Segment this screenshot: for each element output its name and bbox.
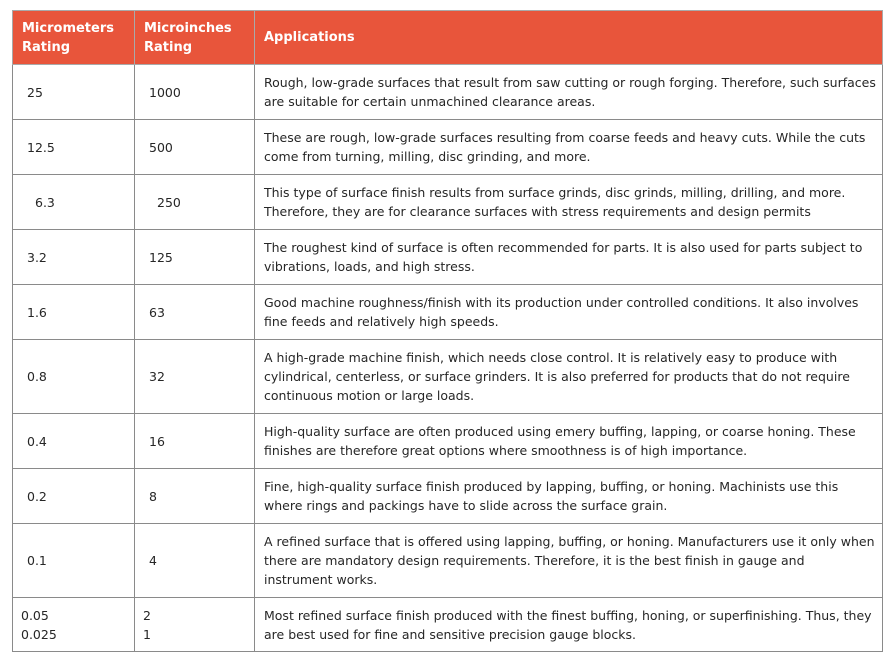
application-cell: Good machine roughness/finish with its production under controlled conditions. It also involves fine feeds and relatively high speeds. — [255, 285, 883, 340]
table-row — [13, 65, 883, 120]
microinches-cell: 8 — [135, 469, 255, 524]
micrometers-cell: 0.4 — [13, 414, 135, 469]
microinches-cell: 2 1 — [135, 598, 255, 652]
table-row — [13, 524, 883, 598]
table-row — [13, 598, 883, 652]
microinches-cell: 63 — [135, 285, 255, 340]
micrometers-cell: 1.6 — [13, 285, 135, 340]
surface-finish-table — [12, 10, 883, 652]
micrometers-cell: 0.2 — [13, 469, 135, 524]
microinches-cell: 4 — [135, 524, 255, 598]
micrometers-cell: 0.1 — [13, 524, 135, 598]
application-cell: Rough, low-grade surfaces that result from saw cutting or rough forging. Therefore, such surfaces are suitable for certain unmachined clearance areas. — [255, 65, 883, 120]
micrometers-cell: 12.5 — [13, 120, 135, 175]
header-micrometers: Micrometers Rating — [13, 11, 135, 65]
microinches-cell: 16 — [135, 414, 255, 469]
table-row — [13, 340, 883, 414]
microinches-cell: 250 — [135, 175, 255, 230]
application-cell: Fine, high-quality surface finish produced by lapping, buffing, or honing. Machinists use this where rings and packings have to slide across the surface grain. — [255, 469, 883, 524]
microinches-cell: 500 — [135, 120, 255, 175]
micrometers-cell: 0.8 — [13, 340, 135, 414]
table-row — [13, 175, 883, 230]
table-row — [13, 230, 883, 285]
micrometers-cell: 25 — [13, 65, 135, 120]
micrometers-cell: 6.3 — [13, 175, 135, 230]
application-cell: A refined surface that is offered using lapping, buffing, or honing. Manufacturers use it only when there are mandatory design requirements. Therefore, it is the best finish in gauge and instrument works. — [255, 524, 883, 598]
microinches-cell: 125 — [135, 230, 255, 285]
table-row — [13, 414, 883, 469]
application-cell: This type of surface finish results from surface grinds, disc grinds, milling, drilling, and more. Therefore, they are for clearance surfaces with stress requirements and design permits — [255, 175, 883, 230]
micrometers-cell: 3.2 — [13, 230, 135, 285]
table-row — [13, 285, 883, 340]
microinches-cell: 32 — [135, 340, 255, 414]
micrometers-cell: 0.05 0.025 — [13, 598, 135, 652]
header-row — [13, 11, 883, 65]
application-cell: These are rough, low-grade surfaces resulting from coarse feeds and heavy cuts. While the cuts come from turning, milling, disc grinding, and more. — [255, 120, 883, 175]
table-row — [13, 469, 883, 524]
application-cell: Most refined surface finish produced with the finest buffing, honing, or superfinishing. Thus, they are best used for fine and sensitive precision gauge blocks. — [255, 598, 883, 652]
application-cell: A high-grade machine finish, which needs close control. It is relatively easy to produce with cylindrical, centerless, or surface grinders. It is also preferred for products that do not require continuous motion or large loads. — [255, 340, 883, 414]
table-row — [13, 120, 883, 175]
microinches-cell: 1000 — [135, 65, 255, 120]
header-microinches: Microinches Rating — [135, 11, 255, 65]
application-cell: High-quality surface are often produced using emery buffing, lapping, or coarse honing. These finishes are therefore great options where smoothness is of high importance. — [255, 414, 883, 469]
application-cell: The roughest kind of surface is often recommended for parts. It is also used for parts subject to vibrations, loads, and high stress. — [255, 230, 883, 285]
header-applications: Applications — [255, 11, 883, 65]
